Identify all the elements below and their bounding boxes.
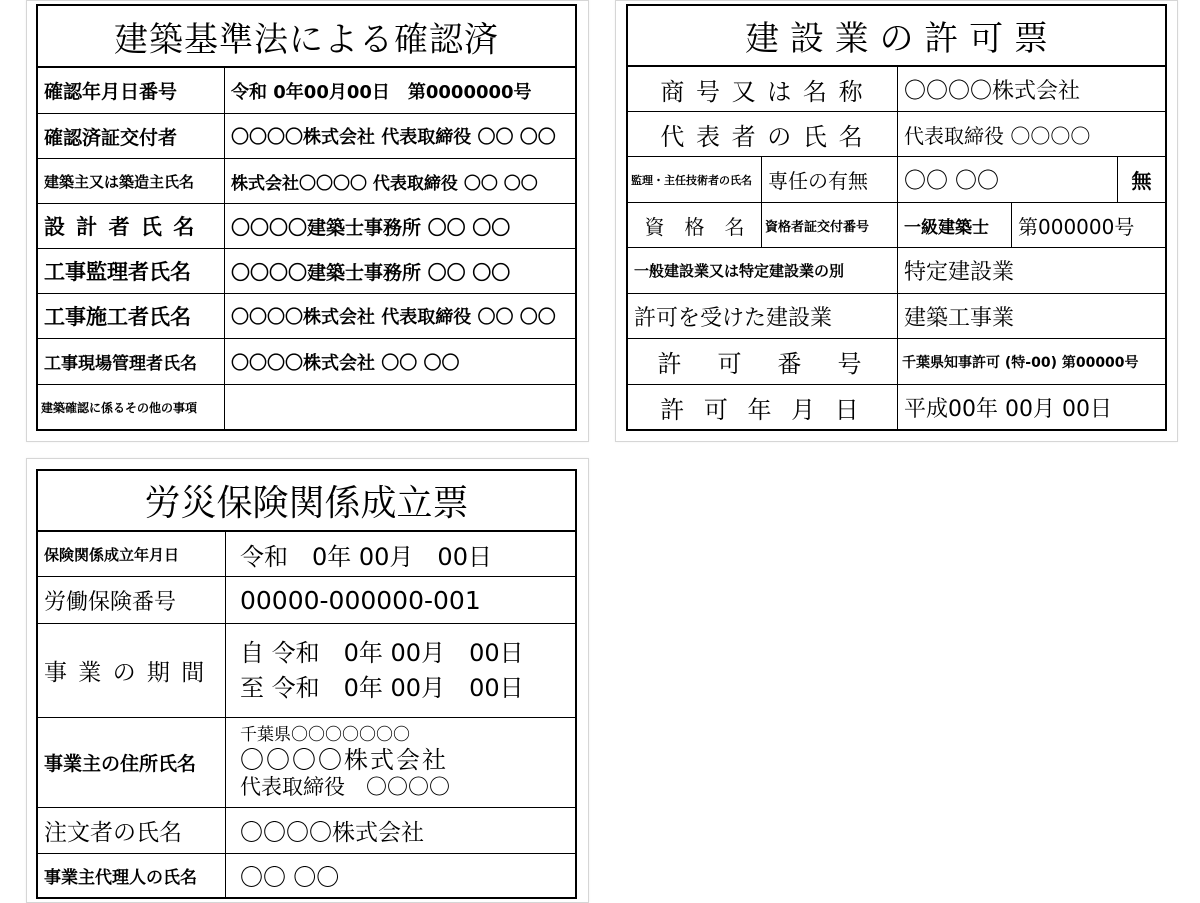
row-value: 〇〇〇〇建築士事務所 〇〇 〇〇: [231, 261, 511, 284]
row-label: 監理・主任技術者の氏名: [628, 157, 762, 202]
row-value: 特定建設業: [904, 260, 1015, 285]
employer-company: 〇〇〇〇株式会社: [240, 745, 448, 774]
row-value-2: 第000000号: [1018, 214, 1135, 239]
row-label: 許 可 番 号: [628, 339, 898, 384]
row-label: 工事現場管理者氏名: [38, 339, 225, 384]
kakunin-title: 建築基準法による確認済: [38, 6, 575, 68]
table-row: [38, 294, 575, 339]
employer-representative: 代表取締役 〇〇〇〇: [240, 774, 450, 799]
row-label: 保険関係成立年月日: [38, 532, 226, 576]
row-label: 一般建設業又は特定建設業の別: [628, 248, 898, 293]
row-label: 設 計 者 氏 名: [38, 204, 225, 248]
table-row: [38, 532, 575, 577]
row-value: 千葉県知事許可 (特-00) 第00000号: [902, 354, 1139, 371]
table-row: [38, 159, 575, 204]
row-label: 事 業 の 期 間: [38, 624, 226, 717]
row-label: 商 号 又 は 名 称: [628, 67, 898, 111]
table-row: [628, 203, 1165, 248]
row-value: 株式会社〇〇〇〇 代表取締役 〇〇 〇〇: [231, 173, 538, 194]
row-value: 〇〇〇〇株式会社: [904, 78, 1081, 104]
table-row: [628, 248, 1165, 294]
table-row: [628, 112, 1165, 157]
kyoka-sign: [626, 4, 1167, 431]
table-row: [38, 718, 575, 808]
employer-address: 千葉県〇〇〇〇〇〇〇: [240, 725, 410, 746]
table-row: [38, 114, 575, 159]
rosai-sign: [36, 469, 577, 899]
table-row: [628, 67, 1165, 112]
row-label: 事業主の住所氏名: [38, 718, 226, 807]
row-value: 〇〇〇〇株式会社: [240, 820, 424, 846]
row-value: 〇〇〇〇株式会社 〇〇 〇〇: [231, 352, 460, 374]
row-label: 許可を受けた建設業: [628, 294, 898, 338]
row-value: 令和 0年 00月 00日: [240, 542, 492, 571]
period-to: 至 令和 0年 00月 00日: [240, 673, 524, 702]
table-row: [38, 854, 575, 897]
sign-board-rosai: [26, 458, 589, 903]
row-value: [225, 385, 575, 429]
row-label: 事業主代理人の氏名: [38, 854, 226, 897]
row-label: 注文者の氏名: [38, 808, 226, 853]
period-from: 自 令和 0年 00月 00日: [240, 638, 524, 667]
table-row: [38, 808, 575, 854]
row-value: 〇〇 〇〇: [898, 157, 1118, 202]
row-sublabel: 資格者証交付番号: [762, 203, 898, 247]
row-value: [226, 718, 575, 807]
row-label: 工事監理者氏名: [38, 249, 225, 293]
table-row: [628, 339, 1165, 385]
row-label: 工事施工者氏名: [38, 294, 225, 338]
row-value: 建築工事業: [904, 305, 1015, 331]
row-value: [226, 624, 575, 717]
sign-board-kakunin: [26, 0, 589, 442]
row-label: 許 可 年 月 日: [628, 385, 898, 429]
table-row: [38, 249, 575, 294]
kakunin-sign: [36, 4, 577, 431]
table-row: [628, 157, 1165, 203]
row-label: 建築主又は築造主氏名: [38, 159, 225, 203]
table-row: [628, 294, 1165, 339]
row-value: 〇〇〇〇株式会社 代表取締役 〇〇 〇〇: [231, 127, 556, 148]
row-label: 確認年月日番号: [38, 68, 225, 113]
row-value: 令和 0年00月00日 第0000000号: [231, 81, 532, 103]
table-row: [38, 204, 575, 249]
row-sublabel: 専任の有無: [762, 157, 898, 202]
table-row: [38, 339, 575, 385]
row-value: 〇〇 〇〇: [240, 865, 340, 891]
row-label: 代 表 者 の 氏 名: [628, 112, 898, 156]
row-flag: 無: [1131, 169, 1152, 193]
table-row: [38, 624, 575, 718]
rosai-title: 労災保険関係成立票: [38, 471, 575, 532]
row-value: 00000-000000-001: [240, 585, 481, 615]
table-row: [628, 385, 1165, 429]
kyoka-title: 建 設 業 の 許 可 票: [628, 6, 1165, 67]
table-row: [38, 68, 575, 114]
table-row: [38, 385, 575, 429]
table-row: [38, 577, 575, 624]
row-value: 一級建築士: [898, 203, 1012, 247]
sign-board-kyoka: [615, 0, 1178, 442]
row-value: 平成00年 00月 00日: [904, 396, 1112, 422]
row-value: 〇〇〇〇建築士事務所 〇〇 〇〇: [231, 216, 511, 239]
row-value: 代表取締役 〇〇〇〇: [904, 123, 1091, 148]
row-label: 資 格 名: [628, 203, 762, 247]
row-value: 〇〇〇〇株式会社 代表取締役 〇〇 〇〇: [231, 307, 556, 328]
row-label: 確認済証交付者: [38, 114, 225, 158]
row-label: 建築確認に係るその他の事項: [38, 385, 225, 429]
row-label: 労働保険番号: [38, 577, 226, 623]
